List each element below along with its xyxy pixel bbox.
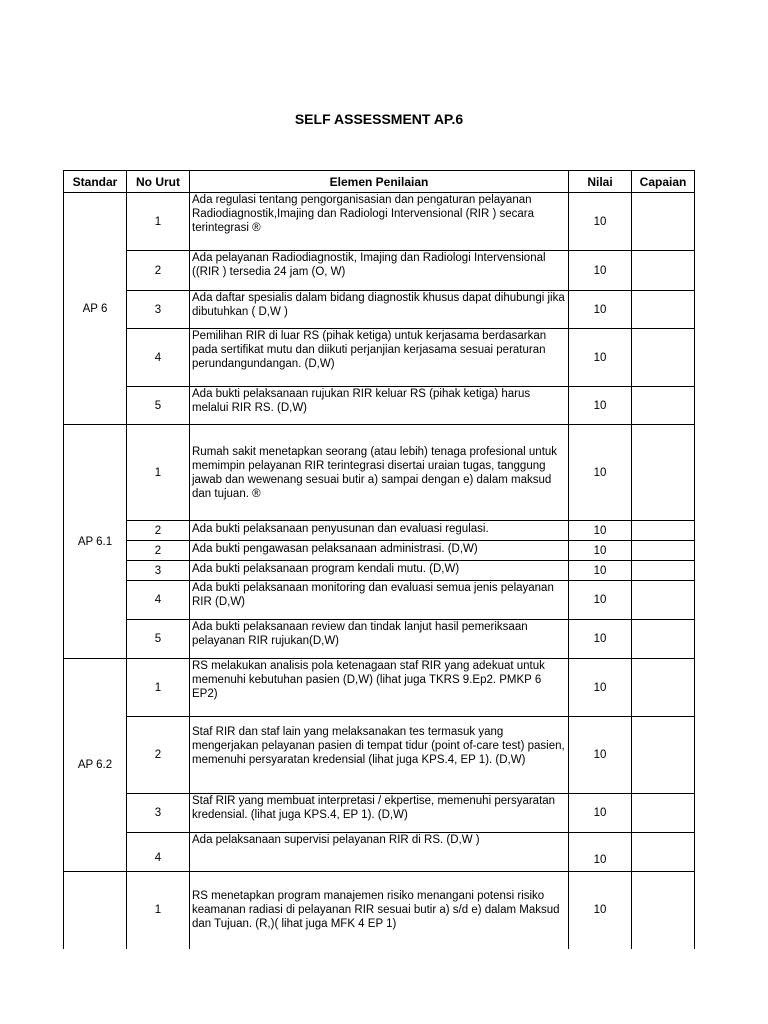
standar-cell: AP 6.2 xyxy=(64,659,127,872)
no-urut-cell: 1 xyxy=(127,872,190,949)
no-urut-cell: 2 xyxy=(127,251,190,291)
nilai-cell: 10 xyxy=(569,872,632,949)
capaian-cell xyxy=(632,620,695,659)
header-elemen-penilaian: Elemen Penilaian xyxy=(190,171,569,193)
capaian-cell xyxy=(632,521,695,541)
nilai-cell: 10 xyxy=(569,794,632,833)
no-urut-cell: 1 xyxy=(127,193,190,251)
table-row xyxy=(64,581,695,620)
no-urut-cell: 4 xyxy=(127,833,190,872)
capaian-cell xyxy=(632,291,695,329)
elemen-cell: Ada bukti pelaksanaan review dan tindak lanjut hasil pemeriksaan pelayanan RIR rujukan(D,W) xyxy=(190,620,569,659)
elemen-cell: Pemilihan RIR di luar RS (pihak ketiga) untuk kerjasama berdasarkan pada sertifikat mutu dan diikuti perjanjian kerjasama sesuai peraturan perundangundangan. (D,W) xyxy=(190,329,569,387)
header-capaian: Capaian xyxy=(632,171,695,193)
table-row xyxy=(64,794,695,833)
capaian-cell xyxy=(632,561,695,581)
capaian-cell xyxy=(632,541,695,561)
header-standar: Standar xyxy=(64,171,127,193)
elemen-cell: Ada bukti pelaksanaan penyusunan dan evaluasi regulasi. xyxy=(190,521,569,541)
nilai-cell: 10 xyxy=(569,387,632,425)
table-row xyxy=(64,561,695,581)
capaian-cell xyxy=(632,794,695,833)
elemen-cell: Ada bukti pelaksanaan monitoring dan evaluasi semua jenis pelayanan RIR (D,W) xyxy=(190,581,569,620)
standar-cell: AP 6.1 xyxy=(64,425,127,659)
no-urut-cell: 4 xyxy=(127,581,190,620)
nilai-cell: 10 xyxy=(569,425,632,521)
capaian-cell xyxy=(632,872,695,949)
nilai-cell: 10 xyxy=(569,521,632,541)
elemen-cell: Ada regulasi tentang pengorganisasian dan pengaturan pelayanan Radiodiagnostik,Imajing dan Radiologi Intervensional (RIR ) secara terintegrasi ® xyxy=(190,193,569,251)
table-row xyxy=(64,659,695,717)
no-urut-cell: 1 xyxy=(127,659,190,717)
capaian-cell xyxy=(632,193,695,251)
elemen-cell: Staf RIR yang membuat interpretasi / ekpertise, memenuhi persyaratan kredensial. (lihat juga KPS.4, EP 1). (D,W) xyxy=(190,794,569,833)
capaian-cell xyxy=(632,581,695,620)
table-row xyxy=(64,291,695,329)
document-title: SELF ASSESSMENT AP.6 xyxy=(294,111,464,127)
elemen-cell: Ada bukti pelaksanaan program kendali mutu. (D,W) xyxy=(190,561,569,581)
capaian-cell xyxy=(632,717,695,794)
elemen-cell: RS menetapkan program manajemen risiko menangani potensi risiko keamanan radiasi di pelayanan RIR sesuai butir a) s/d e) dalam Maksud dan Tujuan. (R,)( lihat juga MFK 4 EP 1) xyxy=(190,872,569,949)
elemen-cell: Ada pelayanan Radiodiagnostik, Imajing dan Radiologi Intervensional ((RIR ) tersedia 24 jam (O, W) xyxy=(190,251,569,291)
nilai-cell: 10 xyxy=(569,581,632,620)
nilai-cell: 10 xyxy=(569,193,632,251)
no-urut-cell: 2 xyxy=(127,541,190,561)
no-urut-cell: 3 xyxy=(127,291,190,329)
nilai-cell: 10 xyxy=(569,561,632,581)
elemen-cell: Ada pelaksanaan supervisi pelayanan RIR di RS. (D,W ) xyxy=(190,833,569,872)
no-urut-cell: 2 xyxy=(127,521,190,541)
capaian-cell xyxy=(632,329,695,387)
nilai-cell: 10 xyxy=(569,833,632,872)
self-assessment-table xyxy=(63,170,695,949)
table-row xyxy=(64,387,695,425)
table-row xyxy=(64,521,695,541)
capaian-cell xyxy=(632,251,695,291)
elemen-cell: Staf RIR dan staf lain yang melaksanakan tes termasuk yang mengerjakan pelayanan pasien di tempat tidur (point of-care test) pasien, memenuhi persyaratan kredensial (lihat juga KPS.4, EP 1). (D,W) xyxy=(190,717,569,794)
table-row xyxy=(64,251,695,291)
table-row xyxy=(64,329,695,387)
header-no-urut: No Urut xyxy=(127,171,190,193)
no-urut-cell: 3 xyxy=(127,794,190,833)
elemen-cell: Ada bukti pengawasan pelaksanaan administrasi. (D,W) xyxy=(190,541,569,561)
nilai-cell: 10 xyxy=(569,541,632,561)
table-row xyxy=(64,620,695,659)
nilai-cell: 10 xyxy=(569,291,632,329)
elemen-cell: Ada daftar spesialis dalam bidang diagnostik khusus dapat dihubungi jika dibutuhkan ( D,W ) xyxy=(190,291,569,329)
no-urut-cell: 4 xyxy=(127,329,190,387)
table-row xyxy=(64,872,695,949)
no-urut-cell: 5 xyxy=(127,620,190,659)
capaian-cell xyxy=(632,425,695,521)
elemen-cell: Ada bukti pelaksanaan rujukan RIR keluar RS (pihak ketiga) harus melalui RIR RS. (D,W) xyxy=(190,387,569,425)
nilai-cell: 10 xyxy=(569,717,632,794)
header-nilai: Nilai xyxy=(569,171,632,193)
elemen-cell: RS melakukan analisis pola ketenagaan staf RIR yang adekuat untuk memenuhi kebutuhan pasien (D,W) (lihat juga TKRS 9.Ep2. PMKP 6 EP2) xyxy=(190,659,569,717)
nilai-cell: 10 xyxy=(569,251,632,291)
standar-cell xyxy=(64,872,127,949)
capaian-cell xyxy=(632,659,695,717)
no-urut-cell: 2 xyxy=(127,717,190,794)
table-row xyxy=(64,541,695,561)
elemen-cell: Rumah sakit menetapkan seorang (atau lebih) tenaga profesional untuk memimpin pelayanan RIR terintegrasi disertai uraian tugas, tanggung jawab dan wewenang sesuai butir a) sampai dengan e) dalam maksud dan tujuan. ® xyxy=(190,425,569,521)
table-row xyxy=(64,193,695,251)
nilai-cell: 10 xyxy=(569,620,632,659)
table-row xyxy=(64,833,695,872)
capaian-cell xyxy=(632,387,695,425)
no-urut-cell: 1 xyxy=(127,425,190,521)
standar-cell: AP 6 xyxy=(64,193,127,425)
table-header-row xyxy=(64,171,695,193)
no-urut-cell: 3 xyxy=(127,561,190,581)
table-row xyxy=(64,717,695,794)
nilai-cell: 10 xyxy=(569,659,632,717)
no-urut-cell: 5 xyxy=(127,387,190,425)
nilai-cell: 10 xyxy=(569,329,632,387)
table-row xyxy=(64,425,695,521)
capaian-cell xyxy=(632,833,695,872)
